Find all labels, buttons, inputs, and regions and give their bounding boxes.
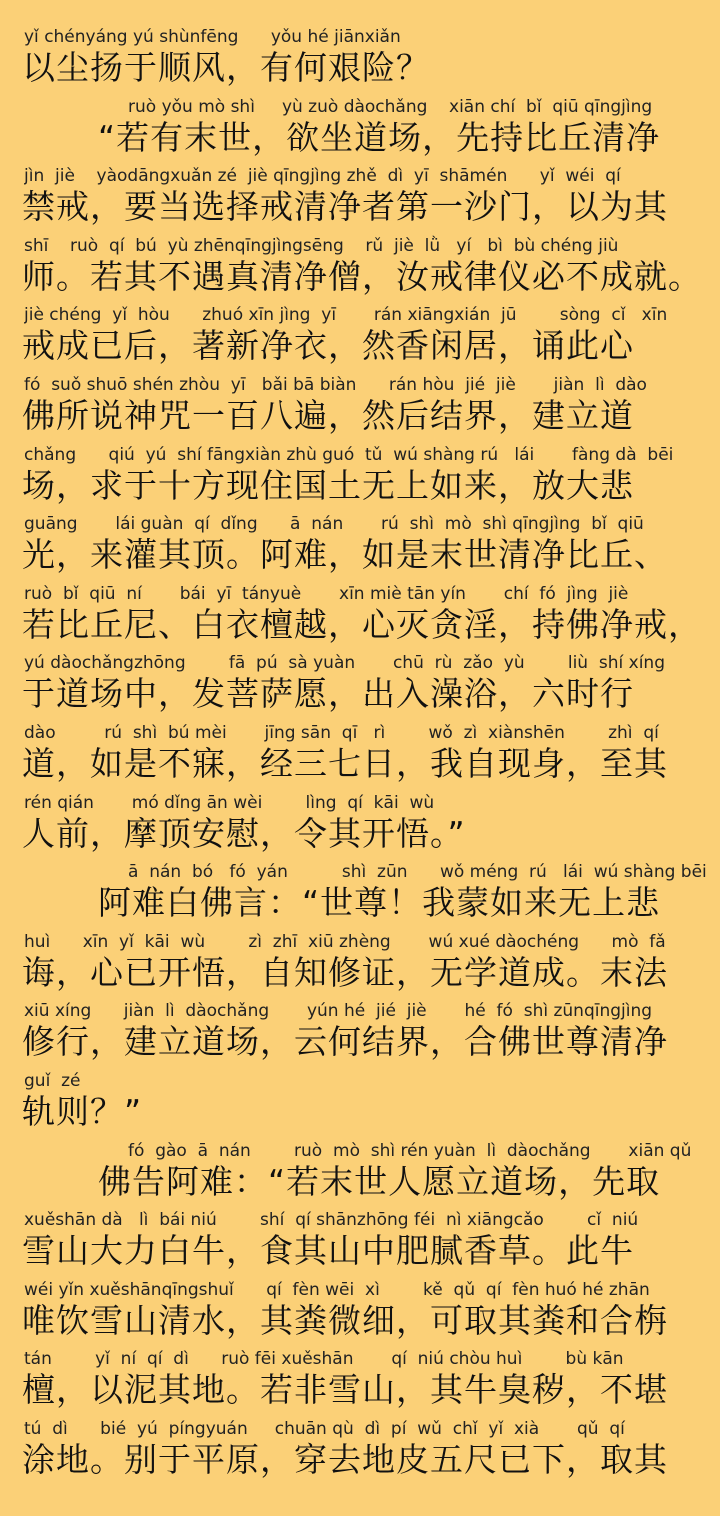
chinese-text: 光，来灌其顶。阿难，如是末世清净比丘、	[22, 535, 668, 575]
chinese-text: 师。若其不遇真清净僧，汝戒律仪必不成就。	[22, 256, 702, 296]
pinyin-annotation: huì xīn yǐ kāi wù zì zhī xiū zhèng wú xué dàochéng mò fǎ	[24, 931, 666, 952]
pinyin-annotation: dào rú shì bú mèi jīng sān qī rì wǒ zì xiànshēn zhì qí	[24, 723, 659, 743]
text-line	[0, 722, 720, 792]
text-line	[0, 1000, 720, 1070]
pinyin-annotation: jiè chéng yǐ hòu zhuó xīn jìng yī rán xiāngxián jū sòng cǐ xīn	[24, 305, 668, 326]
pinyin-annotation: yǐ chényáng yú shùnfēng yǒu hé jiānxiǎn	[24, 27, 401, 47]
text-line	[0, 26, 720, 96]
pinyin-annotation: yú dàochǎngzhōng fā pú sà yuàn chū rù zǎo yù liù shí xíng	[24, 653, 665, 674]
text-line	[0, 861, 720, 931]
text-line	[0, 96, 720, 166]
text-line	[0, 583, 720, 653]
text-line	[0, 1140, 720, 1210]
chinese-text: 轨则？”	[22, 1092, 143, 1131]
text-line	[0, 374, 720, 444]
text-line	[0, 652, 720, 722]
chinese-text: 诲，心已开悟，自知修证，无学道成。末法	[22, 952, 668, 992]
chinese-text: 佛告阿难：“若末世人愿立道场，先取	[98, 1161, 661, 1201]
text-line	[0, 1348, 720, 1418]
chinese-text: 阿难白佛言：“世尊！我蒙如来无上悲	[98, 883, 661, 923]
chinese-text: 雪山大力白牛，食其山中肥腻香草。此牛	[22, 1231, 634, 1271]
chinese-text: 修行，建立道场，云何结界，合佛世尊清净	[22, 1022, 668, 1062]
chinese-text: 唯饮雪山清水，其粪微细，可取其粪和合栴	[22, 1300, 668, 1340]
chinese-text: “若有末世，欲坐道场，先持比丘清净	[98, 117, 661, 157]
text-line	[0, 931, 720, 1001]
chinese-text: 若比丘尼、白衣檀越，心灭贪淫，持佛净戒，	[22, 604, 702, 644]
text-line	[0, 165, 720, 235]
pinyin-annotation: rén qián mó dǐng ān wèi lìng qí kāi wù	[24, 792, 435, 813]
text-line	[0, 235, 720, 305]
chinese-text: 戒成已后，著新净衣，然香闲居，诵此心	[22, 326, 634, 366]
pinyin-annotation: tán yǐ ní qí dì ruò fēi xuěshān qí niú chòu huì bù kān	[24, 1349, 624, 1370]
pinyin-annotation: guǐ zé	[24, 1071, 81, 1091]
chinese-text: 涂地。别于平原，穿去地皮五尺已下，取其	[22, 1440, 668, 1479]
chinese-text: 人前，摩顶安慰，令其开悟。”	[22, 813, 466, 853]
pinyin-annotation: wéi yǐn xuěshānqīngshuǐ qí fèn wēi xì kě qǔ qí fèn huó hé zhān	[24, 1279, 650, 1300]
text-line	[0, 1279, 720, 1349]
pinyin-annotation: ā nán bó fó yán shì zūn wǒ méng rú lái wú shàng bēi	[128, 862, 707, 883]
pinyin-annotation: ruò yǒu mò shì yù zuò dàochǎng xiān chí bǐ qiū qīngjìng	[128, 96, 653, 117]
text-line	[0, 444, 720, 514]
pinyin-annotation: guāng lái guàn qí dǐng ā nán rú shì mò shì qīngjìng bǐ qiū	[24, 514, 644, 535]
pinyin-annotation: jìn jiè yàodāngxuǎn zé jiè qīngjìng zhě dì yī shāmén yǐ wéi qí	[24, 166, 621, 187]
text-line	[0, 1418, 720, 1488]
chinese-text: 于道场中，发菩萨愿，出入澡浴，六时行	[22, 674, 634, 714]
chinese-text: 道，如是不寐，经三七日，我自现身，至其	[22, 744, 668, 783]
text-line	[0, 513, 720, 583]
pinyin-annotation: fó suǒ shuō shén zhòu yī bǎi bā biàn rán hòu jié jiè jiàn lì dào	[24, 375, 647, 395]
chinese-text: 禁戒，要当选择戒清净者第一沙门，以为其	[22, 187, 668, 227]
text-line	[0, 792, 720, 862]
pinyin-annotation: fó gào ā nán ruò mò shì rén yuàn lì dàochǎng xiān qǔ	[128, 1140, 692, 1161]
pinyin-annotation: shī ruò qí bú yù zhēnqīngjìngsēng rǔ jiè lǜ yí bì bù chéng jiù	[24, 235, 619, 256]
text-line	[0, 1209, 720, 1279]
text-line	[0, 1070, 720, 1140]
pinyin-annotation: ruò bǐ qiū ní bái yī tányuè xīn miè tān yín chí fó jìng jiè	[24, 583, 629, 604]
chinese-text: 场，求于十方现住国土无上如来，放大悲	[22, 465, 634, 505]
pinyin-annotation: chǎng qiú yú shí fāngxiàn zhù guó tǔ wú shàng rú lái fàng dà bēi	[24, 444, 674, 465]
chinese-text: 以尘扬于顺风，有何艰险？	[22, 48, 430, 87]
pinyin-annotation: xiū xíng jiàn lì dàochǎng yún hé jié jiè hé fó shì zūnqīngjìng	[24, 1001, 653, 1022]
text-line	[0, 304, 720, 374]
pinyin-annotation: tú dì bié yú píngyuán chuān qù dì pí wǔ chǐ yǐ xià qǔ qí	[24, 1419, 625, 1439]
pinyin-annotation: xuěshān dà lì bái niú shí qí shānzhōng féi nì xiāngcǎo cǐ niú	[24, 1210, 639, 1231]
chinese-text: 檀，以泥其地。若非雪山，其牛臭秽，不堪	[22, 1370, 668, 1410]
chinese-text: 佛所说神咒一百八遍，然后结界，建立道	[22, 396, 634, 435]
